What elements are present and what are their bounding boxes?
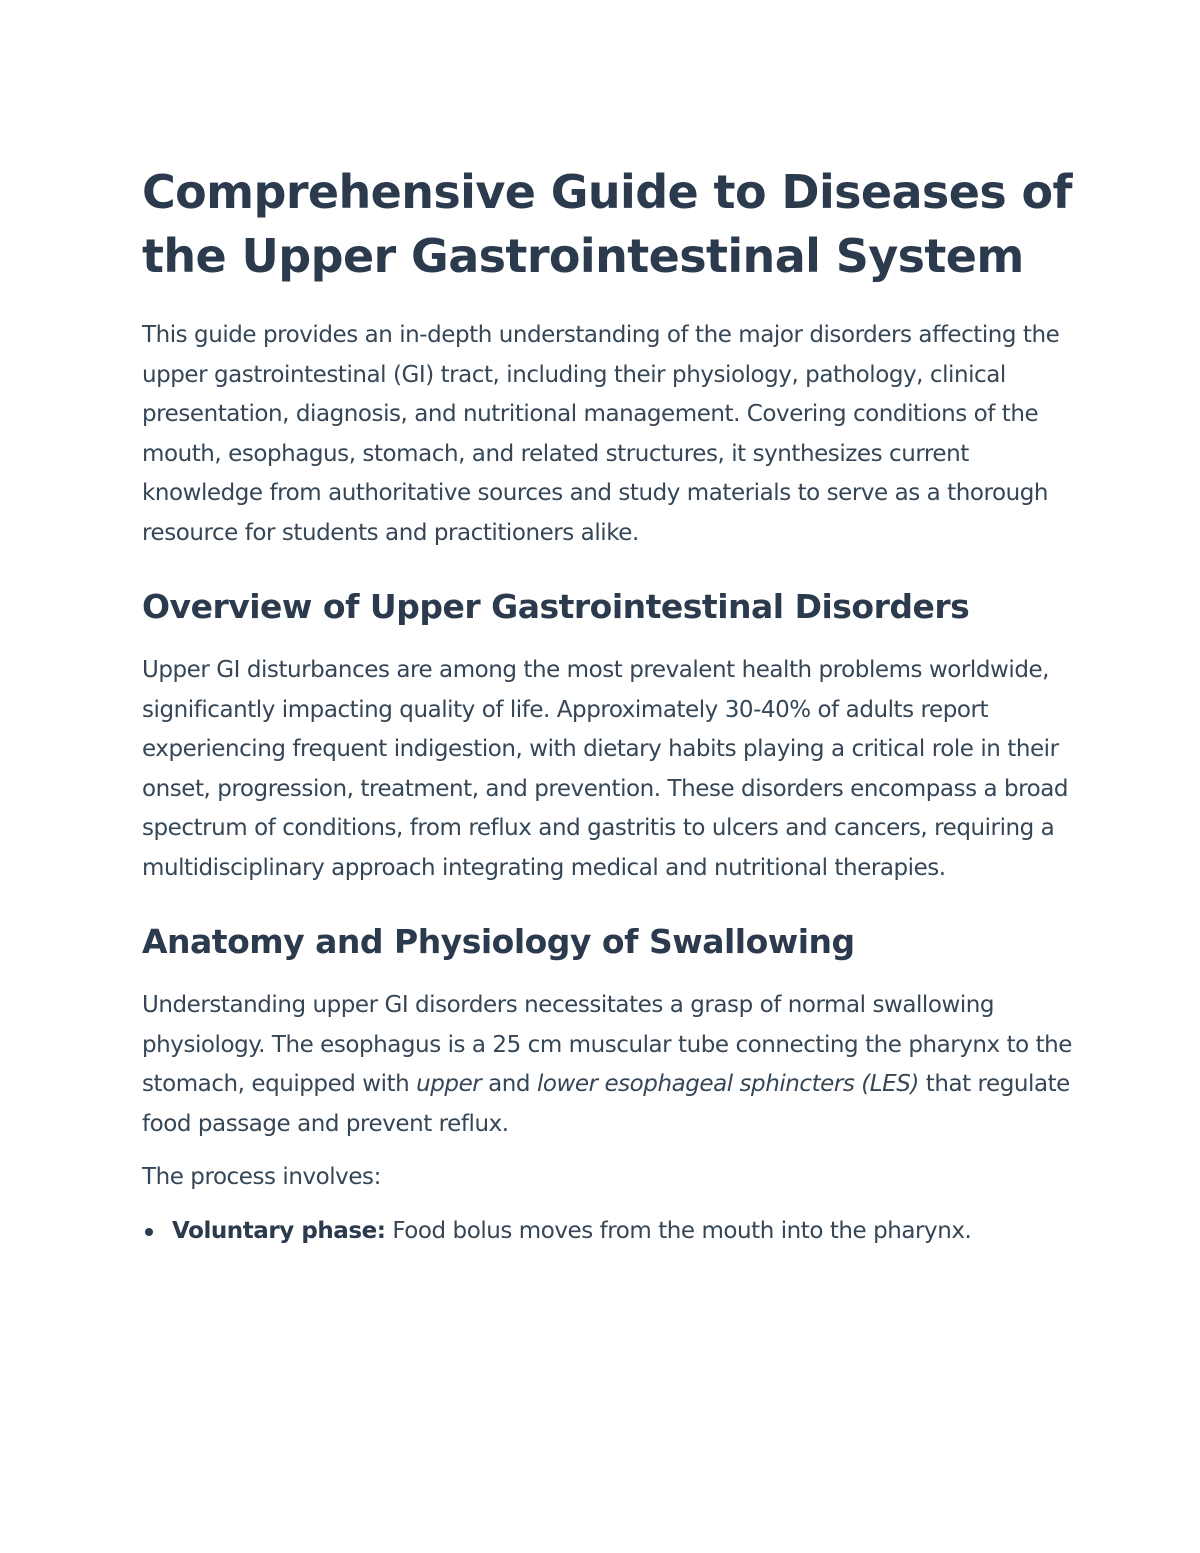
bullet-icon (145, 1228, 153, 1236)
anatomy-text-part-3: that regulate food passage and prevent reflux. (142, 1071, 1070, 1137)
overview-paragraph: Upper GI disturbances are among the most prevalent health problems worldwide, significantly impacting quality of life. Approximately 30-40% of adults report experiencing frequent indigestion, with dietary habits playing a critical role in their onset, progression, treatment, and prevention. These disorders encompass a broad spectrum of conditions, from reflux and gastritis to ulcers and cancers, requiring a multidisciplinary approach integrating medical and nutritional therapies. (142, 657, 1069, 881)
process-intro: The process involves: (142, 1164, 381, 1190)
section-heading-overview: Overview of Upper Gastrointestinal Disorders (142, 587, 970, 626)
document-content (142, 160, 1077, 1251)
list-item-term: Voluntary phase: (172, 1217, 386, 1244)
anatomy-text-part-2: and (481, 1071, 537, 1097)
anatomy-emphasis-upper: upper (416, 1071, 482, 1097)
anatomy-paragraph (142, 986, 1077, 1144)
anatomy-text-part-1: Understanding upper GI disorders necessitates a grasp of normal swallowing physiology. The esophagus is a 25 cm muscular tube connecting the pharynx to the stomach, equipped with (142, 992, 1073, 1097)
anatomy-emphasis-lower-sphincters: lower esophageal sphincters (LES) (536, 1071, 919, 1097)
list-item-text: Food bolus moves from the mouth into the pharynx. (385, 1217, 972, 1244)
page-title: Comprehensive Guide to Diseases of the Upper Gastrointestinal System (142, 165, 1072, 283)
section-heading-anatomy: Anatomy and Physiology of Swallowing (142, 922, 855, 961)
intro-paragraph: This guide provides an in-depth understanding of the major disorders affecting the upper gastrointestinal (GI) tract, including their physiology, pathology, clinical presentation, diagnosis, and nutritional management. Covering conditions of the mouth, esophagus, stomach, and related structures, it synthesizes current knowledge from authoritative sources and study materials to serve as a thorough resource for students and practitioners alike. (142, 322, 1060, 546)
list-item (142, 1212, 1077, 1252)
process-list (142, 1212, 1077, 1252)
